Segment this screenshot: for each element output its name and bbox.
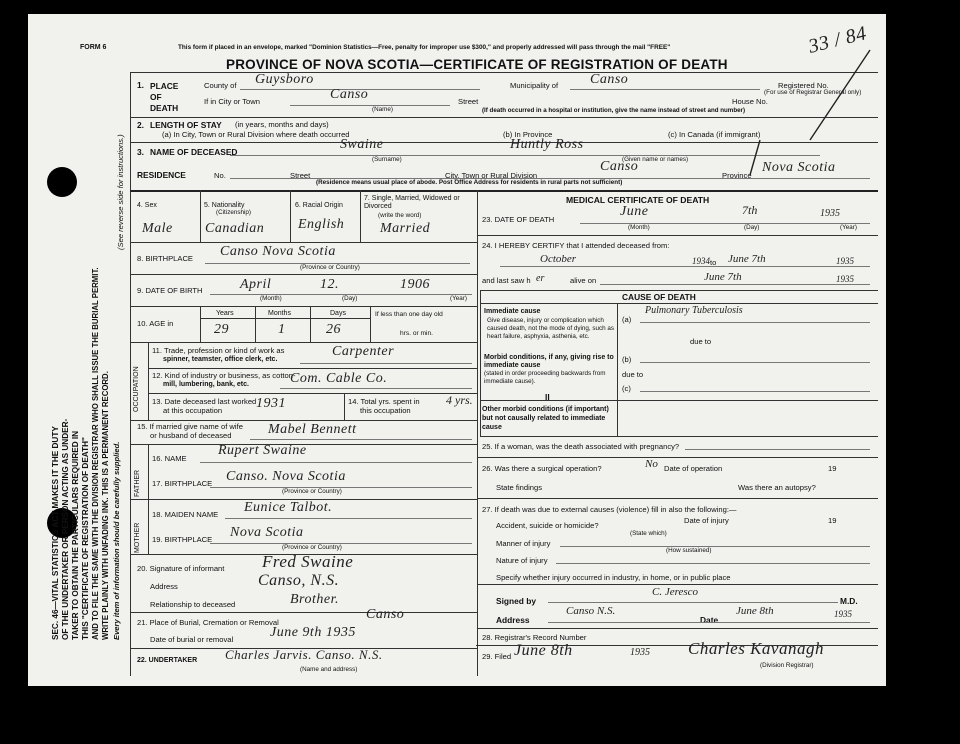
autopsy-label: Was there an autopsy? — [738, 483, 816, 492]
cause-c-marker: (c) — [622, 384, 631, 393]
deceased-surname: Swaine — [340, 137, 384, 152]
last-worked-label2: at this occupation — [163, 406, 223, 415]
registrar-signature: Charles Kavanagh — [688, 639, 824, 658]
sign-year: 1935 — [834, 609, 852, 619]
birthplace-value: Canso Nova Scotia — [220, 244, 336, 259]
occupation-side-label: OCCUPATION — [133, 366, 140, 412]
dob-label: 9. DATE OF BIRTH — [137, 286, 203, 295]
trade-value: Carpenter — [332, 344, 395, 359]
informant-address: Canso, N.S. — [258, 572, 340, 589]
hrs-min-label: hrs. or min. — [400, 330, 433, 337]
residence-no-label: No. — [214, 171, 226, 180]
city-value: Canso — [330, 87, 369, 102]
place-num: 1. — [137, 80, 144, 90]
informant-signature: Fred Swaine — [262, 552, 354, 571]
mother-bp-label: 19. BIRTHPLACE — [152, 535, 213, 544]
cause-b-marker: (b) — [622, 355, 632, 364]
residence-street-label: Street — [290, 171, 311, 180]
page-title: PROVINCE OF NOVA SCOTIA—CERTIFICATE OF REGISTRATION OF DEATH — [226, 57, 728, 72]
state-findings-label: State findings — [496, 483, 543, 492]
sidebar-line-5: AND TO FILE THE SAME WITH THE DIVISION REGISTRAR WHO SHALL ISSUE THE BURIAL PERMIT. — [91, 267, 100, 640]
undertaker-label: 22. UNDERTAKER — [137, 657, 198, 664]
due-to-2: due to — [622, 370, 644, 379]
wife-label2: or husband of deceased — [150, 431, 232, 440]
op-year-prefix: 19 — [828, 464, 837, 473]
injury-year-prefix: 19 — [828, 516, 837, 525]
residence-province: Nova Scotia — [762, 160, 836, 175]
sidebar-line-2: OF THE UNDERTAKER OR PERSON ACTING AS UNDER- — [61, 418, 70, 640]
nationality-value: Canadian — [205, 221, 265, 236]
trade-label: 11. Trade, profession or kind of work as — [152, 346, 285, 355]
burial-place: Canso — [366, 607, 405, 622]
dob-year-label: (Year) — [450, 295, 467, 302]
sign-address-label: Address — [496, 615, 530, 625]
father-bp-label: 17. BIRTHPLACE — [152, 479, 213, 488]
stay-num: 2. — [137, 120, 144, 130]
certify-label: 24. I HEREBY CERTIFY that I attended deceased from: — [482, 241, 670, 250]
residence-note: (Residence means usual place of abode. Post Office Address for residents in rural parts not sufficient) — [316, 179, 623, 186]
municipality-value: Canso — [590, 72, 629, 87]
last-worked-value: 1931 — [256, 396, 286, 411]
dob-day-label: (Day) — [342, 295, 358, 302]
stay-sublabel: (in years, months and days) — [235, 120, 329, 129]
last-worked-label: 13. Date deceased last worked — [152, 397, 257, 406]
sidebar-line-6: WRITE PLAINLY WITH UNFADING INK. THIS IS A PERMANENT RECORD. — [101, 371, 110, 640]
nature-label: Nature of injury — [496, 556, 548, 565]
last-saw-label: and last saw h — [482, 276, 531, 285]
to-label: to — [710, 258, 717, 267]
informant-address-label: Address — [150, 582, 178, 591]
municipality-label: Municipality of — [510, 81, 559, 90]
residence-city-label: City, Town or Rural Division — [445, 171, 538, 180]
industry-value: Com. Cable Co. — [290, 371, 388, 386]
city-name-label: (Name) — [372, 106, 393, 113]
sidebar-line-8: (See reverse side for instructions.) — [116, 134, 125, 250]
total-years-value: 4 yrs. — [446, 393, 473, 407]
city-label: If in City or Town — [204, 97, 260, 106]
stay-label: LENGTH OF STAY — [150, 120, 222, 130]
mother-bp-sub: (Province or Country) — [282, 544, 342, 551]
county-value: Guysboro — [255, 72, 314, 87]
morbid-desc: (stated in order proceeding backwards from immediate cause). — [484, 370, 606, 385]
division-registrar-label: (Division Registrar) — [760, 662, 814, 669]
medical-header: MEDICAL CERTIFICATE OF DEATH — [566, 195, 710, 205]
sex-value: Male — [142, 221, 173, 236]
attended-from-year: 1934 — [692, 256, 710, 266]
death-day: 7th — [742, 203, 758, 217]
diagonal-pen-mark — [730, 30, 880, 200]
dob-month-label: (Month) — [260, 295, 282, 302]
filed-year: 1935 — [630, 647, 650, 658]
marital-value: Married — [380, 221, 431, 236]
sidebar-line-3: TAKER TO OBTAIN THE PARTICULARS REQUIRED IN — [71, 430, 80, 640]
accident-label: Accident, suicide or homicide? — [496, 521, 599, 530]
relationship-label: Relationship to deceased — [150, 600, 236, 609]
residence-label: RESIDENCE — [137, 170, 186, 180]
corner-number: 33 / 84 — [806, 22, 869, 58]
less-day-label: If less than one day old — [375, 311, 443, 318]
total-years-label: 14. Total yrs. spent in — [348, 397, 420, 406]
years-label: Years — [216, 310, 234, 317]
months-label: Months — [268, 310, 291, 317]
industry-label2: mill, lumbering, bank, etc. — [163, 381, 249, 388]
sex-label: 4. Sex — [137, 202, 157, 209]
morbid-title: Morbid conditions, if any, giving rise to immediate cause — [484, 354, 614, 369]
father-name-label: 16. NAME — [152, 454, 187, 463]
registrar-label: 28. Registrar's Record Number — [482, 633, 587, 642]
residence-province-label: Province — [722, 171, 752, 180]
father-bp-sub: (Province or Country) — [282, 488, 342, 495]
op-date-label: Date of operation — [664, 464, 723, 473]
wife-value: Mabel Bennett — [268, 422, 357, 437]
birthplace-label: 8. BIRTHPLACE — [137, 254, 193, 263]
sidebar-line-7: Every item of information should be carefully supplied. — [112, 441, 121, 640]
cause-a-value: Pulmonary Tuberculosis — [645, 305, 743, 316]
place-label: PLACE OF DEATH — [150, 81, 179, 113]
undertaker-value: Charles Jarvis. Canso. N.S. — [225, 647, 383, 662]
stay-province-label: (b) In Province — [503, 130, 553, 139]
father-name: Rupert Swaine — [218, 443, 307, 458]
deceased-given: Huntly Ross — [510, 137, 584, 152]
cause-header: CAUSE OF DEATH — [622, 292, 696, 302]
signed-value: C. Jeresco — [652, 586, 699, 598]
deceased-num: 3. — [137, 147, 144, 157]
marital-sub: (write the word) — [378, 212, 422, 219]
specify-label: Specify whether injury occurred in industry, in home, or in public place — [496, 573, 731, 582]
father-side-label: FATHER — [134, 469, 141, 497]
cause-a-marker: (a) — [622, 315, 632, 324]
registrar-note: (For use of Registrar General only) — [764, 89, 862, 96]
death-month: June — [620, 204, 649, 219]
county-label: County of — [204, 81, 237, 90]
mother-bp: Nova Scotia — [230, 525, 304, 540]
trade-label2: spinner, teamster, office clerk, etc. — [163, 356, 278, 363]
dob-year: 1906 — [400, 277, 430, 292]
dob-day: 12. — [320, 277, 339, 292]
alive-label: alive on — [570, 276, 597, 285]
racial-value: English — [298, 217, 345, 232]
mother-side-label: MOTHER — [134, 522, 141, 553]
age-label: 10. AGE in — [137, 319, 174, 328]
roman-two: II — [545, 392, 550, 402]
age-months: 1 — [278, 322, 286, 337]
sidebar-line-1: SEC. 46—VITAL STATISTICS ACT MAKES IT THE DUTY — [51, 426, 60, 640]
attended-to: June 7th — [728, 253, 766, 265]
street-label: Street — [458, 97, 479, 106]
dob-month: April — [240, 277, 272, 292]
relationship-value: Brother. — [290, 592, 339, 607]
house-label: House No. — [732, 97, 768, 106]
state-which: (State which) — [630, 530, 667, 537]
surname-label: (Surname) — [372, 156, 402, 163]
filed-label: 29. Filed — [482, 652, 512, 661]
sign-date: June 8th — [736, 605, 774, 617]
other-title: Other morbid conditions (if important) but not causally related to immediate cause — [482, 406, 609, 431]
last-saw-year: 1935 — [836, 274, 854, 284]
given-label: (Given name or names) — [622, 156, 689, 163]
stay-canada-label: (c) In Canada (if immigrant) — [668, 130, 761, 139]
racial-label: 6. Racial Origin — [295, 202, 343, 209]
marital-label: 7. Single, Married, Widowed or Divorced — [364, 195, 460, 210]
days-label: Days — [330, 310, 346, 317]
envelope-note: This form if placed in an envelope, marked "Dominion Statistics—Free, penalty for improper use $300," and properly addressed will pass through the mail "FREE" — [178, 44, 671, 51]
residence-city: Canso — [600, 159, 639, 174]
informant-sig-label: 20. Signature of informant — [137, 564, 225, 573]
attended-from: October — [540, 253, 577, 265]
sign-date-label: Date — [700, 615, 719, 625]
filed-date: June 8th — [514, 642, 573, 659]
hospital-note: (If death occurred in a hospital or institution, give the name instead of street and number) — [482, 107, 746, 114]
registered-label: Registered No. — [778, 81, 829, 90]
left-border — [130, 72, 131, 676]
sidebar-line-4: THIS "CERTIFICATE OF REGISTRATION OF DEATH" — [81, 437, 90, 640]
death-year: 1935 — [820, 208, 840, 219]
last-saw-her: er — [536, 273, 545, 284]
form-number: FORM 6 — [80, 44, 107, 51]
how-sustained: (How sustained) — [666, 547, 712, 554]
death-year-label: (Year) — [840, 224, 857, 231]
mother-maiden: Eunice Talbot. — [244, 500, 333, 515]
woman-label: 25. If a woman, was the death associated with pregnancy? — [482, 442, 680, 451]
nationality-sub: (Citizenship) — [216, 209, 251, 216]
birthplace-sub: (Province or Country) — [300, 264, 360, 271]
deceased-label: NAME OF DECEASED — [150, 147, 238, 157]
total-years-label2: this occupation — [360, 406, 411, 415]
surgical-label: 26. Was there a surgical operation? — [482, 464, 602, 473]
age-years: 29 — [214, 322, 229, 337]
immediate-title: Immediate cause — [484, 308, 541, 315]
wife-label: 15. If married give name of wife — [137, 422, 243, 431]
immediate-desc: Give disease, injury or complication which caused death, not the mode of dying, such as heart failure, asphyxia, asthenia, etc. — [487, 317, 615, 340]
father-bp: Canso. Nova Scotia — [226, 469, 346, 484]
manner-label: Manner of injury — [496, 539, 551, 548]
last-saw-date: June 7th — [704, 271, 742, 283]
md-label: M.D. — [840, 596, 858, 606]
punch-hole-top — [47, 167, 77, 197]
stay-city-label: (a) In City, Town or Rural Division where death occurred — [162, 130, 350, 139]
age-days: 26 — [326, 322, 341, 337]
burial-date: June 9th 1935 — [270, 625, 356, 640]
external-label: 27. If death was due to external causes (violence) fill in also the following:— — [482, 505, 737, 514]
surgical-value: No — [645, 458, 658, 470]
due-to-1: due to — [690, 337, 712, 346]
attended-to-year: 1935 — [836, 256, 854, 266]
death-month-label: (Month) — [628, 224, 650, 231]
burial-place-label: 21. Place of Burial, Cremation or Removal — [137, 618, 279, 627]
injury-date-label: Date of injury — [684, 516, 729, 525]
burial-date-label: Date of burial or removal — [150, 635, 234, 644]
death-day-label: (Day) — [744, 224, 760, 231]
mother-maiden-label: 18. MAIDEN NAME — [152, 510, 219, 519]
industry-label: 12. Kind of industry or business, as cotton- — [152, 371, 296, 380]
death-date-label: 23. DATE OF DEATH — [482, 215, 555, 224]
signed-label: Signed by — [496, 596, 537, 606]
undertaker-sub: (Name and address) — [300, 666, 358, 673]
nationality-label: 5. Nationality — [204, 202, 245, 209]
sign-address: Canso N.S. — [566, 605, 616, 617]
